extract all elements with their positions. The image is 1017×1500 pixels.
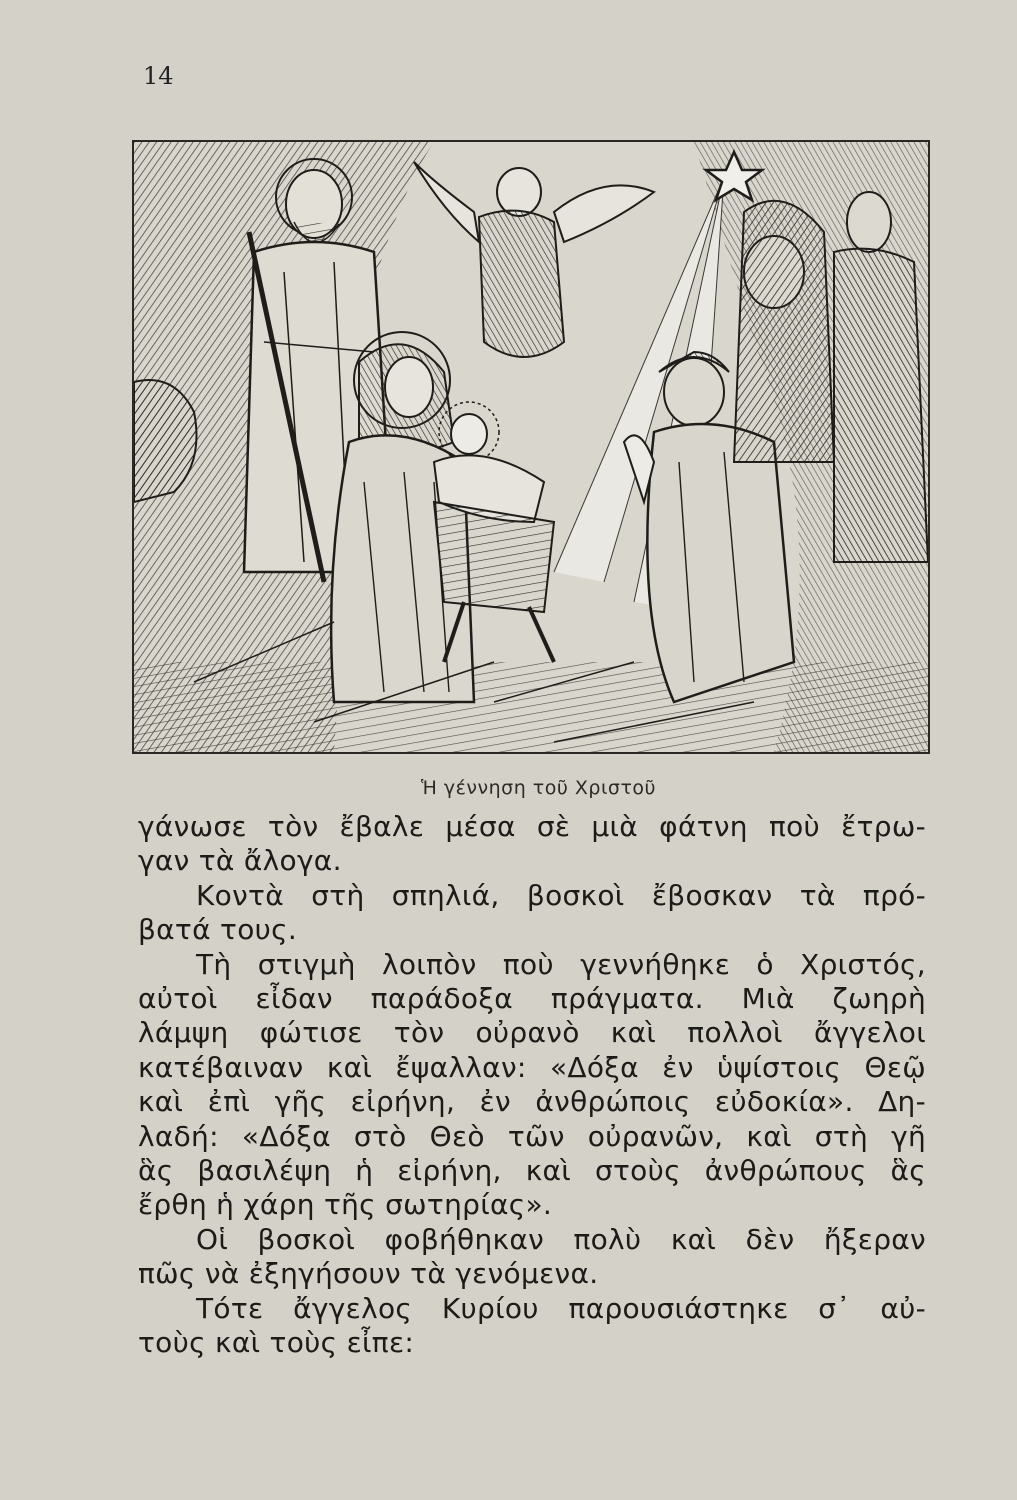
nativity-illustration bbox=[132, 140, 930, 754]
text-line: Τότε ἄγγελος Κυρίου παρουσιάστηκε σ᾿ αὐ- bbox=[196, 1291, 926, 1325]
text-line: λάμψη φώτισε τὸν οὐρανὸ καὶ πολλοὶ ἄγγελοι bbox=[138, 1016, 926, 1050]
text-line: Τὴ στιγμὴ λοιπὸν ποὺ γεννήθηκε ὁ Χριστός, bbox=[196, 947, 926, 981]
text-line: βατά τους. bbox=[138, 913, 298, 947]
text-line: πῶς νὰ ἐξηγήσουν τὰ γενόμενα. bbox=[138, 1257, 599, 1291]
text-line: τοὺς καὶ τοὺς εἶπε: bbox=[138, 1326, 415, 1360]
text-line: κατέβαιναν καὶ ἔψαλλαν: «Δόξα ἐν ὑψίστοις Θεῷ bbox=[138, 1050, 926, 1084]
text-line: καὶ ἐπὶ γῆς εἰρήνη, ἐν ἀνθρώποις εὐδοκία». Δη- bbox=[138, 1085, 926, 1119]
text-line: ἔρθη ἡ χάρη τῆς σωτηρίας». bbox=[138, 1188, 553, 1222]
text-line: ἃς βασιλέψη ἡ εἰρήνη, καὶ στοὺς ἀνθρώπους ἃς bbox=[138, 1154, 926, 1188]
text-line: γαν τὰ ἄλογα. bbox=[138, 844, 342, 878]
text-line: λαδή: «Δόξα στὸ Θεὸ τῶν οὐρανῶν, καὶ στὴ γῆ bbox=[138, 1119, 926, 1153]
text-line: αὐτοὶ εἶδαν παράδοξα πράγματα. Μιὰ ζωηρὴ bbox=[138, 982, 926, 1016]
text-line: Κοντὰ στὴ σπηλιά, βοσκοὶ ἔβοσκαν τὰ πρό- bbox=[196, 878, 926, 912]
illustration-caption: Ἡ γέννηση τοῦ Χριστοῦ bbox=[420, 777, 657, 799]
body-text bbox=[138, 810, 926, 1361]
page-number: 14 bbox=[143, 62, 174, 90]
ground-hatching bbox=[134, 662, 928, 752]
text-line: γάνωσε τὸν ἔβαλε μέσα σὲ μιὰ φάτνη ποὺ ἔτρω- bbox=[138, 810, 926, 843]
text-line: Οἱ βοσκοὶ φοβήθηκαν πολὺ καὶ δὲν ἤξεραν bbox=[196, 1222, 926, 1256]
